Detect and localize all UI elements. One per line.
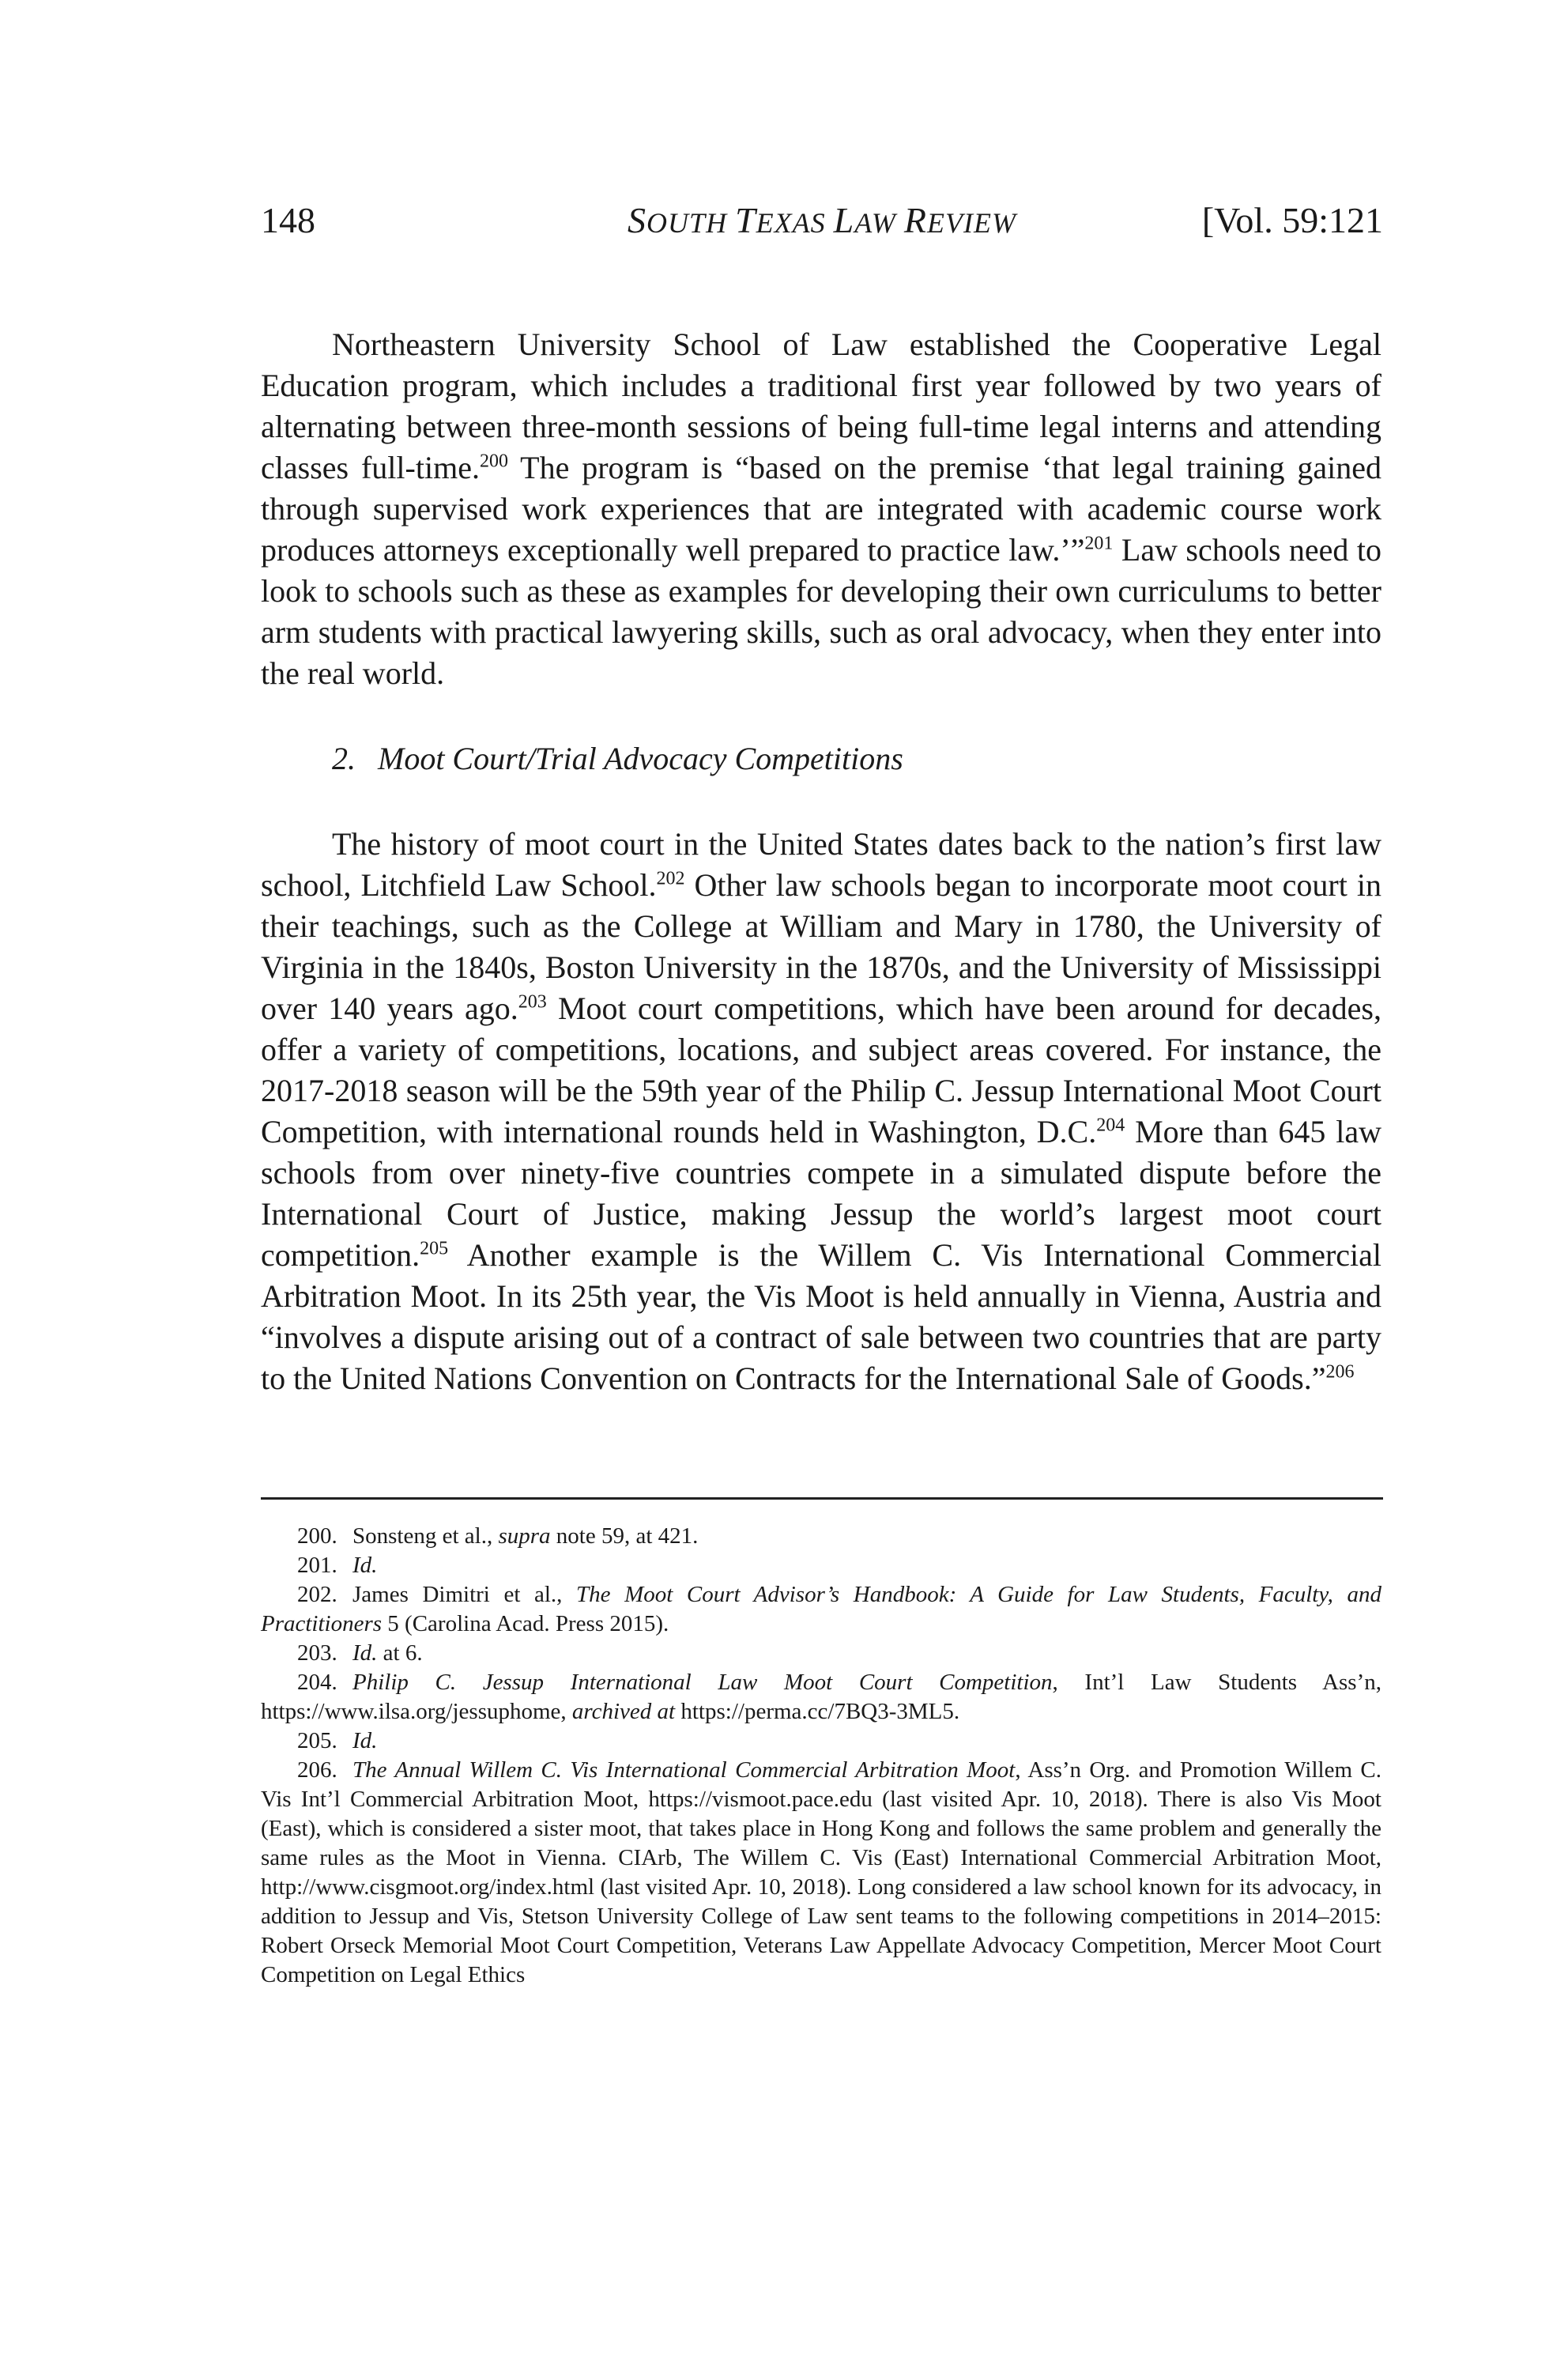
footnote-text: supra <box>498 1523 551 1549</box>
footnote-text: Philip C. Jessup International Law Moot Court Competition <box>352 1670 1053 1695</box>
footnote-text: , Ass’n Org. and Promotion Willem C. Vis Int’l Commercial Arbitration Moot, https://vismoot.pace.edu (last visited Apr. 10, 2018). There is also Vis Moot (East), which is considered a sister moot, that takes place in Hong Kong and follows the same problem and generally the same rules as the Moot in Vienna. CIArb, The Willem C. Vis (East) International Commercial Arbitration Moot, http://www.cisgmoot.org/index.html (last visited Apr. 10, 2018). Long considered a law school known for its advocacy, in addition to Jessup and Vis, Stetson University College of Law sent teams to the following competitions in 2014–2015: Robert Orseck Memorial Moot Court Competition, Veterans Law Appellate Advocacy Competition, Mercer Moot Court Competition on Legal Ethics <box>261 1757 1381 1987</box>
footnote-number: 203. <box>297 1640 337 1666</box>
footnote-text: James Dimitri et al., <box>352 1582 576 1607</box>
volume-label: [Vol. 59:121 <box>1201 200 1383 240</box>
paragraph-text: The program is “based on the premise ‘that legal training gained through supervised work experiences that are integrated with academic course work produces attorneys exceptionally well prepared to practice law.’” <box>261 450 1381 568</box>
body-paragraph-2 <box>261 824 1381 1399</box>
journal-title-part: OUTH <box>646 207 736 239</box>
footnote-text: Id. <box>352 1728 378 1753</box>
paragraph-text: Northeastern University School of Law established the Cooperative Legal Education program, which includes a traditional first year followed by two years of alternating between three-month sessions of being full-time legal interns and attending classes full-time. <box>261 326 1381 485</box>
paragraph-text: Another example is the Willem C. Vis International Commercial Arbitration Moot. In its 25th year, the Vis Moot is held annually in Vienna, Austria and “involves a dispute arising out of a contract of sale between two countries that are party to the United Nations Convention on Contracts for the International Sale of Goods.” <box>261 1237 1381 1396</box>
journal-title-part: T <box>735 200 756 240</box>
paragraph-text: Law schools need to look to schools such as these as examples for developing their own curriculums to better arm students with practical lawyering skills, such as oral advocacy, when they enter into the real world. <box>261 532 1381 691</box>
page-number: 148 <box>261 200 315 240</box>
footnote-text: Id. <box>352 1553 378 1578</box>
footnote-text: , Int’l Law Students Ass’n, https://www.ilsa.org/jessuphome, <box>261 1670 1381 1724</box>
section-heading <box>332 740 903 777</box>
footnote-204 <box>261 1668 1381 1727</box>
paragraph-text: More than 645 law schools from over ninety-five countries compete in a simulated dispute before the International Court of Justice, making Jessup the world’s largest moot court competition. <box>261 1114 1381 1273</box>
footnote-206 <box>261 1756 1381 1990</box>
footnote-205 <box>261 1727 1381 1756</box>
footnote-text: archived at <box>571 1699 676 1724</box>
footnote-number: 202. <box>297 1582 337 1607</box>
journal-title-part: L <box>833 200 855 240</box>
footnote-number: 204. <box>297 1670 337 1695</box>
footnotes <box>261 1522 1381 1990</box>
footnote-ref[interactable]: 203 <box>518 991 547 1013</box>
journal-title-part: R <box>903 200 927 240</box>
paragraph-text: The history of moot court in the United States dates back to the nation’s first law school, Litchfield Law School. <box>261 826 1381 903</box>
footnote-ref[interactable]: 201 <box>1084 533 1114 554</box>
footnote-201 <box>261 1551 1381 1580</box>
footnote-ref[interactable]: 202 <box>656 868 685 889</box>
footnote-text: 5 (Carolina Acad. Press 2015). <box>382 1611 669 1636</box>
footnote-divider <box>261 1497 1383 1500</box>
footnote-ref[interactable]: 200 <box>479 451 508 472</box>
paragraph-text: Other law schools began to incorporate moot court in their teachings, such as the College at William and Mary in 1780, the University of Virginia in the 1840s, Boston University in the 1870s, and the University of Mississippi over 140 years ago. <box>261 867 1381 1026</box>
footnote-ref[interactable]: 206 <box>1325 1361 1355 1383</box>
footnote-ref[interactable]: 205 <box>420 1238 449 1259</box>
footnote-text: The Annual Willem C. Vis International Commercial Arbitration Moot <box>352 1757 1016 1783</box>
section-title: Moot Court/Trial Advocacy Competitions <box>378 741 903 776</box>
footnote-number: 206. <box>297 1757 337 1783</box>
paragraph-text: Moot court competitions, which have been around for decades, offer a variety of competitions, locations, and subject areas covered. For instance, the 2017-2018 season will be the 59th year of the Philip C. Jessup International Moot Court Competition, with international rounds held in Washington, D.C. <box>261 991 1381 1149</box>
section-number: 2. <box>332 741 356 776</box>
footnote-number: 201. <box>297 1553 337 1578</box>
footnote-text: Id. <box>352 1640 378 1666</box>
footnote-text: at 6. <box>377 1640 423 1666</box>
footnote-203 <box>261 1639 1381 1668</box>
footnote-text: Sonsteng et al., <box>352 1523 499 1549</box>
footnote-ref[interactable]: 204 <box>1096 1115 1125 1136</box>
footnote-text: https://perma.cc/7BQ3-3ML5. <box>675 1699 960 1724</box>
body-paragraph-1 <box>261 324 1381 694</box>
footnote-202 <box>261 1580 1381 1639</box>
journal-title-part: EXAS <box>756 207 834 239</box>
journal-title-part: S <box>628 200 647 240</box>
journal-title-part: AW <box>854 207 904 239</box>
journal-title-part: EVIEW <box>927 207 1016 239</box>
footnote-text: The Moot Court Advisor’s Handbook: A Guide for Law Students, Faculty, and Practitioners <box>261 1582 1381 1636</box>
page-header <box>261 199 1383 247</box>
footnote-number: 205. <box>297 1728 337 1753</box>
footnote-200 <box>261 1522 1381 1551</box>
footnote-text: note 59, at 421. <box>550 1523 699 1549</box>
footnote-number: 200. <box>297 1523 337 1549</box>
